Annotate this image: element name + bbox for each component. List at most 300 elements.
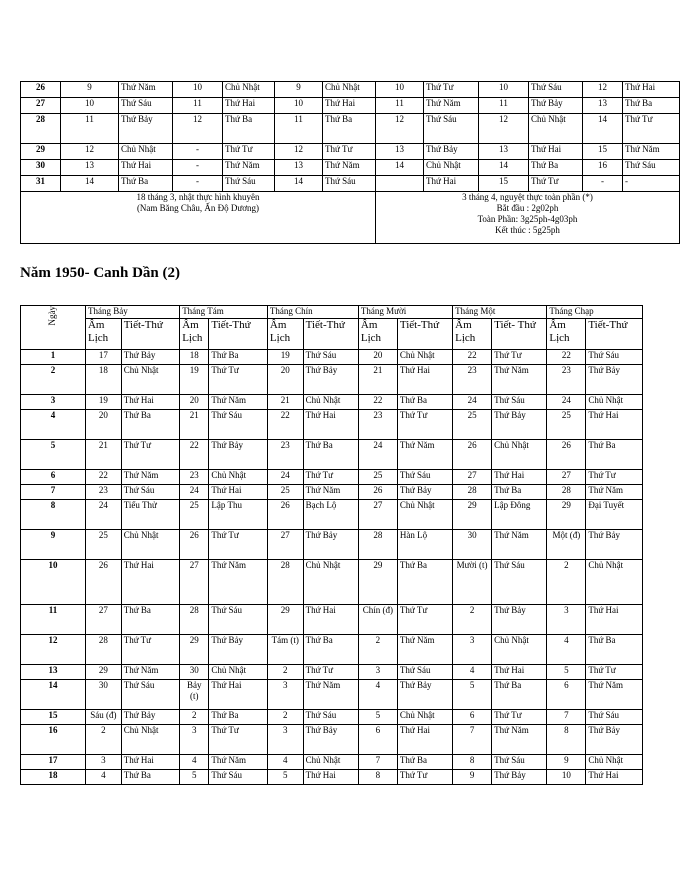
table-row xyxy=(21,114,680,144)
weekday-cell: Chủ Nhật xyxy=(323,82,376,98)
weekday-cell: Thứ Sáu xyxy=(121,485,179,500)
lunar-header: Âm Lịch xyxy=(453,319,492,350)
lunar-cell: 29 xyxy=(85,665,121,680)
lunar-cell: 23 xyxy=(453,365,492,395)
lunar-cell: 7 xyxy=(453,725,492,755)
weekday-cell: Thứ Hai xyxy=(586,410,643,440)
table-row xyxy=(21,365,679,395)
weekday-cell: Thứ Tư xyxy=(303,470,358,485)
weekday-cell: Thứ Bảy xyxy=(303,725,358,755)
lunar-cell: 24 xyxy=(180,485,209,500)
day-cell: 14 xyxy=(21,680,86,710)
lunar-cell: 28 xyxy=(453,485,492,500)
ngay-header xyxy=(21,306,86,350)
weekday-cell: Chủ Nhật xyxy=(303,560,358,605)
lunar-cell: 11 xyxy=(479,98,529,114)
lunar-cell: 10 xyxy=(61,98,119,114)
weekday-cell: Thứ Tư xyxy=(397,605,452,635)
weekday-cell: Thứ Tư xyxy=(492,710,547,725)
lunar-cell: 23 xyxy=(358,410,397,440)
weekday-cell: Thứ Sáu xyxy=(586,350,643,365)
weekday-cell: Thứ Năm xyxy=(303,680,358,710)
lunar-cell: 15 xyxy=(583,144,623,160)
weekday-cell: Thứ Bảy xyxy=(303,530,358,560)
weekday-cell: Thứ Bảy xyxy=(209,635,268,665)
lunar-cell: 30 xyxy=(85,680,121,710)
lunar-cell: 24 xyxy=(547,395,586,410)
lunar-cell: 4 xyxy=(85,770,121,785)
weekday-cell: Chủ Nhật xyxy=(397,350,452,365)
weekday-cell: Thứ Năm xyxy=(397,635,452,665)
weekday-cell: Thứ Hai xyxy=(119,160,173,176)
weekday-cell: Lập Thu xyxy=(209,500,268,530)
weekday-cell: Thứ Tư xyxy=(121,440,179,470)
note-line: (Nam Băng Châu, Ấn Độ Dương) xyxy=(136,203,260,213)
weekday-cell: Hàn Lộ xyxy=(397,530,452,560)
weekday-cell: Thứ Hai xyxy=(303,770,358,785)
lunar-cell: 16 xyxy=(583,160,623,176)
lunar-cell: 6 xyxy=(453,710,492,725)
lunar-cell: 9 xyxy=(453,770,492,785)
weekday-cell: Chủ Nhật xyxy=(303,395,358,410)
lunar-cell: 28 xyxy=(547,485,586,500)
lunar-cell: 13 xyxy=(583,98,623,114)
table-row xyxy=(21,485,679,500)
weekday-cell: Chủ Nhật xyxy=(119,144,173,160)
lunar-cell xyxy=(376,176,424,192)
lunar-cell: 29 xyxy=(180,635,209,665)
weekday-cell: Thứ Hai xyxy=(623,82,680,98)
table-row xyxy=(21,635,679,665)
lunar-cell: 2 xyxy=(267,665,303,680)
weekday-cell: Thứ Tư xyxy=(397,410,452,440)
day-cell: 2 xyxy=(21,365,86,395)
lunar-cell: Một (đ) xyxy=(547,530,586,560)
main-calendar-table xyxy=(20,305,679,785)
weekday-cell: Thứ Bảy xyxy=(492,410,547,440)
weekday-cell: Thứ Năm xyxy=(223,160,275,176)
table-row xyxy=(21,144,680,160)
main-table-body xyxy=(21,350,679,785)
lunar-cell: 22 xyxy=(85,470,121,485)
day-cell: 12 xyxy=(21,635,86,665)
weekday-cell: Thứ Năm xyxy=(586,680,643,710)
table-row xyxy=(21,98,680,114)
weekday-cell: Thứ Sáu xyxy=(209,605,268,635)
lunar-cell: 12 xyxy=(275,144,323,160)
day-cell: 3 xyxy=(21,395,86,410)
lunar-cell: 22 xyxy=(358,395,397,410)
weekday-cell: Thứ Hai xyxy=(303,410,358,440)
lunar-cell: 10 xyxy=(479,82,529,98)
day-cell: 16 xyxy=(21,725,86,755)
lunar-cell: 24 xyxy=(453,395,492,410)
weekday-cell: Thứ Tư xyxy=(223,144,275,160)
weekday-cell: Thứ Sáu xyxy=(586,710,643,725)
lunar-cell: 12 xyxy=(376,114,424,144)
lunar-cell: 3 xyxy=(180,725,209,755)
weekday-cell: Chủ Nhật xyxy=(492,440,547,470)
weekday-cell: Chủ Nhật xyxy=(586,395,643,410)
weekday-cell: Thứ Năm xyxy=(209,560,268,605)
lunar-cell: 12 xyxy=(583,82,623,98)
weekday-header: Tiết-Thứ xyxy=(397,319,452,350)
lunar-cell: 2 xyxy=(267,710,303,725)
lunar-cell: 2 xyxy=(358,635,397,665)
lunar-cell: 12 xyxy=(61,144,119,160)
lunar-header: Âm Lịch xyxy=(267,319,303,350)
weekday-cell: Thứ Bảy xyxy=(209,440,268,470)
month-header: Tháng Chạp xyxy=(547,306,643,319)
day-cell: 30 xyxy=(21,160,61,176)
table-row xyxy=(21,176,680,192)
weekday-cell: Chủ Nhật xyxy=(223,82,275,98)
lunar-cell: 14 xyxy=(61,176,119,192)
lunar-cell: 19 xyxy=(267,350,303,365)
lunar-cell: 11 xyxy=(275,114,323,144)
lunar-cell: 5 xyxy=(180,770,209,785)
weekday-cell: Đại Tuyết xyxy=(586,500,643,530)
lunar-cell: 25 xyxy=(453,410,492,440)
weekday-cell: Thứ Ba xyxy=(303,440,358,470)
lunar-cell: 15 xyxy=(479,176,529,192)
weekday-cell: Thứ Tư xyxy=(209,365,268,395)
lunar-cell: 25 xyxy=(180,500,209,530)
weekday-cell: Chủ Nhật xyxy=(209,665,268,680)
year-heading: Năm 1950- Canh Dần (2) xyxy=(20,265,181,281)
lunar-cell: - xyxy=(173,160,223,176)
lunar-cell: 21 xyxy=(267,395,303,410)
lunar-cell: 2 xyxy=(180,710,209,725)
weekday-cell: Thứ Tư xyxy=(424,82,479,98)
weekday-cell: Thứ Hai xyxy=(323,98,376,114)
day-cell: 28 xyxy=(21,114,61,144)
lunar-cell: 27 xyxy=(85,605,121,635)
lunar-cell: 23 xyxy=(85,485,121,500)
weekday-cell: Thứ Sáu xyxy=(529,82,583,98)
lunar-cell: 25 xyxy=(85,530,121,560)
table-row xyxy=(21,530,679,560)
day-cell: 9 xyxy=(21,530,86,560)
weekday-cell: Thứ Tư xyxy=(586,470,643,485)
weekday-cell: Thứ Ba xyxy=(209,710,268,725)
lunar-cell: 13 xyxy=(376,144,424,160)
weekday-cell: Thứ Hai xyxy=(209,680,268,710)
lunar-cell: 4 xyxy=(358,680,397,710)
lunar-cell: Tám (t) xyxy=(267,635,303,665)
weekday-cell: Thứ Ba xyxy=(121,605,179,635)
day-cell: 18 xyxy=(21,770,86,785)
lunar-cell: 28 xyxy=(180,605,209,635)
weekday-cell: Chủ Nhật xyxy=(121,365,179,395)
weekday-cell: Thứ Hai xyxy=(223,98,275,114)
lunar-cell: 20 xyxy=(180,395,209,410)
weekday-cell: Thứ Bảy xyxy=(397,680,452,710)
lunar-cell: 29 xyxy=(358,560,397,605)
lunar-cell: 20 xyxy=(85,410,121,440)
weekday-cell: Thứ Ba xyxy=(397,395,452,410)
lunar-cell: 14 xyxy=(275,176,323,192)
lunar-cell: 20 xyxy=(267,365,303,395)
lunar-cell: 13 xyxy=(479,144,529,160)
weekday-cell: Thứ Tư xyxy=(323,144,376,160)
lunar-cell: 9 xyxy=(61,82,119,98)
lunar-cell: 4 xyxy=(180,755,209,770)
weekday-cell: Thứ Hai xyxy=(209,485,268,500)
weekday-cell: Thứ Tư xyxy=(586,665,643,680)
lunar-header: Âm Lịch xyxy=(358,319,397,350)
note-left xyxy=(21,192,376,244)
weekday-cell: Lập Đông xyxy=(492,500,547,530)
weekday-cell: Thứ Ba xyxy=(492,485,547,500)
weekday-cell: Thứ Năm xyxy=(397,440,452,470)
weekday-cell: Thứ Bảy xyxy=(586,365,643,395)
lunar-cell: 8 xyxy=(358,770,397,785)
lunar-cell: 21 xyxy=(85,440,121,470)
weekday-header: Tiết-Thứ xyxy=(209,319,268,350)
weekday-cell: Thứ Hai xyxy=(121,395,179,410)
weekday-cell: Thứ Ba xyxy=(397,755,452,770)
lunar-cell: 21 xyxy=(358,365,397,395)
lunar-cell: 12 xyxy=(173,114,223,144)
weekday-cell: Chủ Nhật xyxy=(121,725,179,755)
weekday-cell: Thứ Bảy xyxy=(121,350,179,365)
lunar-cell: 23 xyxy=(267,440,303,470)
weekday-cell: Thứ Sáu xyxy=(303,350,358,365)
weekday-cell: Thứ Sáu xyxy=(397,665,452,680)
weekday-cell: Thứ Sáu xyxy=(492,395,547,410)
weekday-cell: Thứ Bảy xyxy=(121,710,179,725)
lunar-cell: 10 xyxy=(547,770,586,785)
weekday-header: Tiết-Thứ xyxy=(303,319,358,350)
weekday-cell: Thứ Bảy xyxy=(119,114,173,144)
weekday-cell: Thứ Năm xyxy=(303,485,358,500)
top-table-body xyxy=(21,82,680,244)
weekday-cell: Thứ Bảy xyxy=(492,605,547,635)
lunar-cell: 17 xyxy=(85,350,121,365)
weekday-cell: Thứ Hai xyxy=(121,755,179,770)
lunar-cell: 26 xyxy=(547,440,586,470)
table-row xyxy=(21,410,679,440)
lunar-cell: 3 xyxy=(358,665,397,680)
day-cell: 27 xyxy=(21,98,61,114)
lunar-cell: 10 xyxy=(173,82,223,98)
lunar-cell: - xyxy=(173,176,223,192)
weekday-cell: Thứ Hai xyxy=(424,176,479,192)
weekday-cell: Thứ Sáu xyxy=(209,770,268,785)
lunar-cell: - xyxy=(583,176,623,192)
table-row xyxy=(21,770,679,785)
weekday-cell: Thứ Hai xyxy=(121,560,179,605)
lunar-cell: 29 xyxy=(453,500,492,530)
lunar-header: Âm Lịch xyxy=(85,319,121,350)
lunar-cell: Bảy (t) xyxy=(180,680,209,710)
weekday-cell: Thứ Tư xyxy=(209,530,268,560)
weekday-cell: Thứ Bảy xyxy=(529,98,583,114)
weekday-cell: Thứ Ba xyxy=(119,176,173,192)
weekday-cell: Thứ Sáu xyxy=(323,176,376,192)
day-cell: 15 xyxy=(21,710,86,725)
lunar-cell: Chín (đ) xyxy=(358,605,397,635)
table-row xyxy=(21,725,679,755)
note-line: 3 tháng 4, nguyệt thực toàn phần (*) xyxy=(462,192,593,202)
weekday-cell: Thứ Bảy xyxy=(397,485,452,500)
lunar-cell: 25 xyxy=(358,470,397,485)
note-line: Kết thúc : 5g25ph xyxy=(495,225,560,235)
lunar-cell: 22 xyxy=(453,350,492,365)
weekday-cell: Thứ Sáu xyxy=(623,160,680,176)
weekday-cell: Thứ Năm xyxy=(323,160,376,176)
weekday-cell: Thứ Sáu xyxy=(121,680,179,710)
lunar-cell: 28 xyxy=(358,530,397,560)
weekday-cell: Thứ Sáu xyxy=(223,176,275,192)
lunar-cell: 28 xyxy=(85,635,121,665)
lunar-cell: 24 xyxy=(85,500,121,530)
lunar-cell: 11 xyxy=(173,98,223,114)
weekday-cell: Chủ Nhật xyxy=(397,500,452,530)
weekday-cell: Thứ Năm xyxy=(119,82,173,98)
weekday-cell: Thứ Ba xyxy=(303,635,358,665)
lunar-cell: 3 xyxy=(85,755,121,770)
lunar-cell: 12 xyxy=(479,114,529,144)
weekday-cell: Thứ Sáu xyxy=(492,755,547,770)
lunar-cell: 27 xyxy=(180,560,209,605)
weekday-cell: Thứ Ba xyxy=(529,160,583,176)
weekday-cell: Thứ Hai xyxy=(397,365,452,395)
weekday-cell: Thứ Năm xyxy=(492,530,547,560)
table-row xyxy=(21,160,680,176)
lunar-cell: 2 xyxy=(547,560,586,605)
weekday-cell: Thứ Tư xyxy=(209,725,268,755)
weekday-cell: Thứ Năm xyxy=(492,365,547,395)
weekday-cell: Thứ Sáu xyxy=(303,710,358,725)
note-line: Toàn Phần: 3g25ph-4g03ph xyxy=(477,214,578,224)
notes-row xyxy=(21,192,680,244)
lunar-cell: 28 xyxy=(267,560,303,605)
lunar-cell: 22 xyxy=(547,350,586,365)
lunar-cell: 11 xyxy=(376,98,424,114)
weekday-cell: Thứ Bảy xyxy=(586,530,643,560)
day-cell: 26 xyxy=(21,82,61,98)
day-cell: 17 xyxy=(21,755,86,770)
day-cell: 31 xyxy=(21,176,61,192)
weekday-cell: Thứ Ba xyxy=(223,114,275,144)
table-row xyxy=(21,82,680,98)
weekday-cell: Thứ Bảy xyxy=(424,144,479,160)
weekday-cell: Thứ Năm xyxy=(424,98,479,114)
lunar-cell: - xyxy=(173,144,223,160)
weekday-header: Tiết-Thứ xyxy=(586,319,643,350)
lunar-cell: 25 xyxy=(547,410,586,440)
month-header: Tháng Một xyxy=(453,306,547,319)
weekday-cell: Chủ Nhật xyxy=(586,560,643,605)
lunar-cell: 14 xyxy=(479,160,529,176)
lunar-cell: 29 xyxy=(267,605,303,635)
lunar-cell: 21 xyxy=(180,410,209,440)
weekday-cell: Thứ Ba xyxy=(121,770,179,785)
lunar-cell: 3 xyxy=(453,635,492,665)
lunar-cell: 7 xyxy=(358,755,397,770)
lunar-header: Âm Lịch xyxy=(547,319,586,350)
day-cell: 10 xyxy=(21,560,86,605)
lunar-cell: 9 xyxy=(275,82,323,98)
lunar-cell: 27 xyxy=(547,470,586,485)
weekday-cell: Thứ Năm xyxy=(586,485,643,500)
weekday-cell: Thứ Ba xyxy=(623,98,680,114)
weekday-cell: Thứ Sáu xyxy=(209,410,268,440)
note-line: 18 tháng 3, nhật thực hình khuyên xyxy=(136,192,260,202)
day-cell: 13 xyxy=(21,665,86,680)
lunar-cell: 18 xyxy=(85,365,121,395)
weekday-cell: Thứ Hai xyxy=(492,470,547,485)
lunar-cell: 27 xyxy=(267,530,303,560)
lunar-cell: 2 xyxy=(453,605,492,635)
lunar-cell: 24 xyxy=(267,470,303,485)
weekday-cell: Thứ Sáu xyxy=(119,98,173,114)
table-row xyxy=(21,350,679,365)
weekday-cell: Chủ Nhật xyxy=(303,755,358,770)
lunar-cell: 14 xyxy=(583,114,623,144)
note-line: Bắt đầu : 2g02ph xyxy=(496,203,559,213)
weekday-cell: - xyxy=(623,176,680,192)
lunar-cell: 13 xyxy=(61,160,119,176)
month-header: Tháng Bảy xyxy=(85,306,179,319)
lunar-cell: 3 xyxy=(267,725,303,755)
weekday-cell: Chủ Nhật xyxy=(586,755,643,770)
lunar-cell: 26 xyxy=(453,440,492,470)
table-row xyxy=(21,755,679,770)
lunar-cell: 20 xyxy=(358,350,397,365)
weekday-cell: Thứ Ba xyxy=(397,560,452,605)
weekday-cell: Thứ Ba xyxy=(586,635,643,665)
weekday-cell: Thứ Hai xyxy=(529,144,583,160)
lunar-cell: 4 xyxy=(547,635,586,665)
weekday-cell: Tiểu Thử xyxy=(121,500,179,530)
weekday-cell: Thứ Hai xyxy=(492,665,547,680)
note-right xyxy=(376,192,680,244)
weekday-cell: Chủ Nhật xyxy=(424,160,479,176)
lunar-cell: 19 xyxy=(85,395,121,410)
lunar-cell: 25 xyxy=(267,485,303,500)
weekday-cell: Thứ Ba xyxy=(209,350,268,365)
lunar-cell: 23 xyxy=(180,470,209,485)
lunar-cell: 4 xyxy=(267,755,303,770)
weekday-cell: Thứ Năm xyxy=(121,665,179,680)
lunar-cell: 9 xyxy=(547,755,586,770)
table-row xyxy=(21,680,679,710)
weekday-cell: Thứ Năm xyxy=(209,395,268,410)
weekday-cell: Thứ Ba xyxy=(586,440,643,470)
table-row xyxy=(21,560,679,605)
weekday-cell: Thứ Tư xyxy=(492,350,547,365)
month-header-row xyxy=(21,306,679,319)
lunar-cell: 26 xyxy=(358,485,397,500)
weekday-cell: Thứ Tư xyxy=(529,176,583,192)
table-row xyxy=(21,395,679,410)
weekday-cell: Chủ Nhật xyxy=(397,710,452,725)
main-table-head xyxy=(21,306,679,350)
weekday-cell: Thứ Bảy xyxy=(303,365,358,395)
lunar-cell: 24 xyxy=(358,440,397,470)
lunar-cell: 29 xyxy=(547,500,586,530)
lunar-cell: 30 xyxy=(453,530,492,560)
lunar-cell: 18 xyxy=(180,350,209,365)
lunar-cell: Sáu (đ) xyxy=(85,710,121,725)
weekday-cell: Thứ Tư xyxy=(397,770,452,785)
weekday-cell: Thứ Năm xyxy=(492,725,547,755)
table-row xyxy=(21,500,679,530)
weekday-cell: Bạch Lộ xyxy=(303,500,358,530)
